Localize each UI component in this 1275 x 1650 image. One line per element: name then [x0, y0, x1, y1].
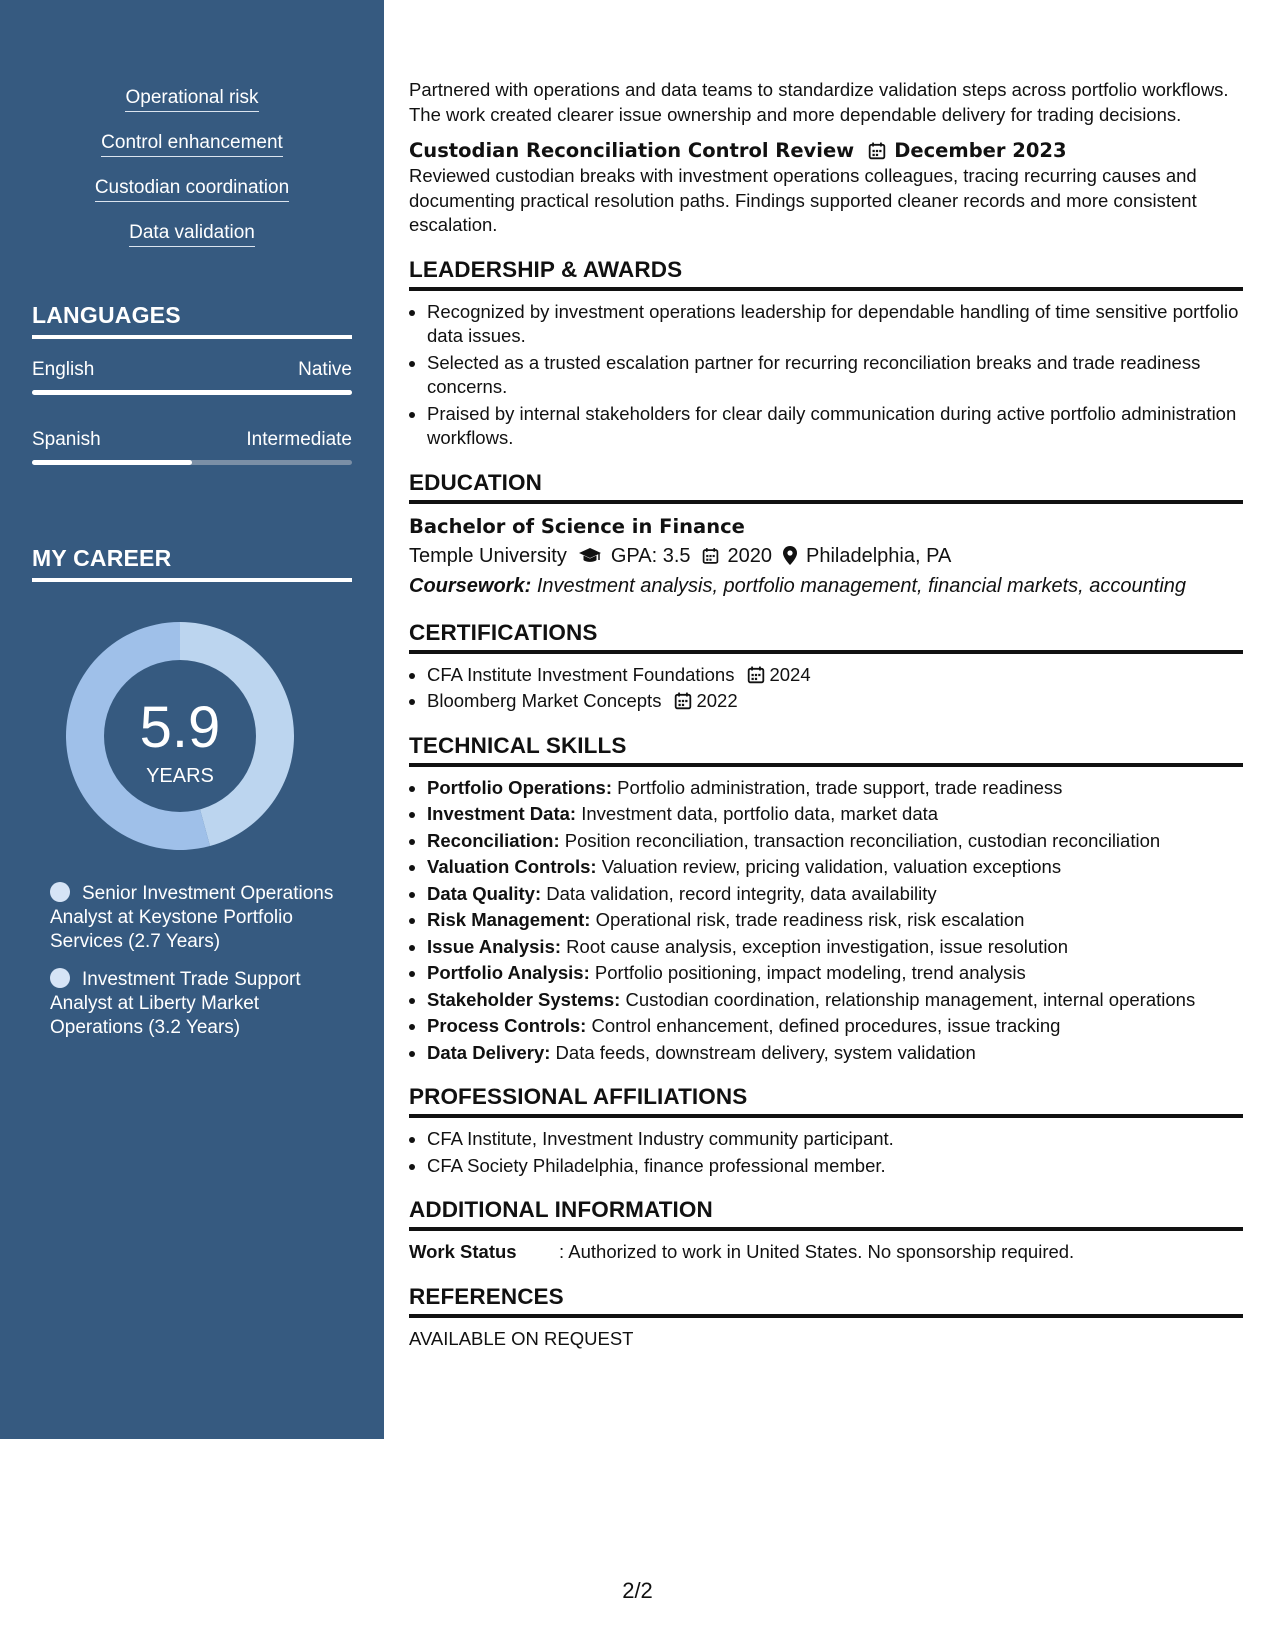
skill-item: [427, 1041, 1243, 1066]
sidebar: [0, 0, 384, 1439]
language-level: Intermediate: [246, 429, 352, 450]
skill-item: [427, 829, 1243, 854]
skill-label: Portfolio Operations:: [427, 776, 612, 798]
skill-item: [427, 961, 1243, 986]
skill-tag: Operational risk: [125, 86, 258, 112]
career-list: [50, 882, 340, 1054]
education-heading: EDUCATION: [409, 469, 1243, 504]
certification-name: • Bloomberg Market Concepts: [427, 690, 662, 711]
main-content: [409, 78, 1243, 1351]
certification-name: • CFA Institute Investment Foundations: [427, 663, 735, 685]
skill-tag: Data validation: [129, 221, 255, 247]
education-year: 2020: [727, 544, 772, 567]
skill-value: Operational risk, trade readiness risk, risk escalation: [595, 909, 1025, 930]
technical-skills-list: [409, 776, 1243, 1066]
references-text: AVAILABLE ON REQUEST: [409, 1327, 634, 1349]
skill-value: Portfolio administration, trade support, trade readiness: [617, 776, 1063, 798]
career-donut-chart: [66, 622, 294, 850]
list-item: • Selected as a trusted escalation partner for recurring reconciliation breaks and trade readiness concerns.: [427, 351, 1243, 400]
skill-label: Valuation Controls:: [427, 856, 597, 877]
education-details: [409, 541, 1243, 571]
list-item: • CFA Society Philadelphia, finance professional member.: [427, 1154, 1243, 1179]
career-unit: YEARS: [146, 765, 214, 787]
language-bar: [32, 460, 352, 465]
skill-item: [427, 908, 1243, 933]
skill-value: Data feeds, downstream delivery, system validation: [555, 1041, 976, 1063]
language-english: [32, 359, 352, 395]
list-item: • CFA Institute, Investment Industry community participant.: [427, 1127, 1243, 1152]
affiliations-list: [409, 1127, 1243, 1178]
work-status-value: : Authorized to work in United States. No sponsorship required.: [559, 1241, 1075, 1262]
skill-label: Portfolio Analysis:: [427, 962, 590, 983]
certifications-heading: CERTIFICATIONS: [409, 619, 1243, 654]
references-heading: REFERENCES: [409, 1283, 1243, 1318]
skill-item: [427, 1014, 1243, 1039]
calendar-icon: [674, 692, 692, 710]
skill-tag: Custodian coordination: [95, 176, 289, 202]
skill-label: Data Delivery:: [427, 1041, 551, 1063]
skill-tag: Control enhancement: [101, 131, 283, 157]
career-item: [50, 882, 340, 954]
project-title: Custodian Reconciliation Control Review: [409, 139, 855, 162]
skill-item: [427, 855, 1243, 880]
language-bar-fill: [32, 390, 352, 395]
language-bar-fill: [32, 460, 192, 465]
project-header: [409, 138, 1243, 164]
certification-item: [427, 689, 1243, 714]
skill-value: Data validation, record integrity, data availability: [546, 882, 937, 904]
career-total: 5.9: [139, 695, 221, 760]
language-name: English: [32, 359, 95, 380]
leadership-heading: LEADERSHIP & AWARDS: [409, 256, 1243, 291]
page-number: 2/2: [622, 1578, 653, 1603]
project-date: December 2023: [894, 139, 1067, 162]
skill-value: Root cause analysis, exception investigation, issue resolution: [566, 935, 1069, 957]
affiliations-heading: PROFESSIONAL AFFILIATIONS: [409, 1083, 1243, 1118]
work-status-row: [409, 1240, 1243, 1265]
list-item: • Recognized by investment operations leadership for dependable handling of time sensitive portfolio data issues.: [427, 300, 1243, 349]
skill-label: Risk Management:: [427, 909, 591, 930]
skill-item: [427, 776, 1243, 801]
skill-label: Stakeholder Systems:: [427, 988, 621, 1010]
list-item: • Praised by internal stakeholders for clear daily communication during active portfolio administration workflows.: [427, 402, 1243, 451]
skill-label: Issue Analysis:: [427, 935, 562, 957]
career-heading: MY CAREER: [32, 545, 352, 582]
map-pin-icon: [783, 546, 797, 565]
certification-year: 2022: [696, 690, 738, 711]
skill-value: Control enhancement, defined procedures, issue tracking: [591, 1015, 1061, 1036]
education-degree: Bachelor of Science in Finance: [409, 514, 745, 538]
language-bar: [32, 390, 352, 395]
work-status-label: Work Status: [409, 1241, 517, 1262]
calendar-icon: [702, 547, 719, 565]
experience-intro: Partnered with operations and data teams to standardize validation steps across portfolio workflows. The work created clearer issue ownership and more dependable delivery for trading decisions.: [409, 79, 1229, 125]
certifications-list: [409, 663, 1243, 714]
languages-heading: LANGUAGES: [32, 302, 352, 339]
skill-value: Valuation review, pricing validation, valuation exceptions: [601, 856, 1062, 877]
skill-item: [427, 882, 1243, 907]
education-school: Temple University: [409, 544, 567, 567]
skill-item: [427, 935, 1243, 960]
language-name: Spanish: [32, 429, 101, 450]
education-gpa: GPA: 3.5: [610, 544, 691, 567]
skill-label: Reconciliation:: [427, 829, 560, 851]
bullet-dot-icon: [50, 968, 70, 988]
coursework-text: Investment analysis, portfolio management, financial markets, accounting: [536, 574, 1187, 597]
career-item: [50, 968, 340, 1040]
skill-value: Position reconciliation, transaction reconciliation, custodian reconciliation: [564, 829, 1161, 851]
calendar-icon: [868, 142, 886, 160]
skill-value: Investment data, portfolio data, market data: [581, 803, 939, 824]
skill-label: Data Quality:: [427, 882, 542, 904]
skill-label: Investment Data:: [427, 803, 577, 824]
education-coursework: [409, 571, 1243, 601]
language-level: Native: [298, 359, 352, 380]
language-spanish: [32, 429, 352, 465]
skill-label: Process Controls:: [427, 1015, 587, 1036]
certification-year: 2024: [769, 663, 811, 685]
skill-tags: [0, 86, 384, 266]
skill-value: Custodian coordination, relationship management, internal operations: [625, 988, 1196, 1010]
education-location: Philadelphia, PA: [806, 544, 952, 567]
leadership-list: [409, 300, 1243, 451]
skill-item: [427, 988, 1243, 1013]
certification-item: [427, 663, 1243, 688]
skill-item: [427, 802, 1243, 827]
calendar-icon: [747, 666, 765, 684]
graduation-cap-icon: [578, 547, 602, 565]
bullet-dot-icon: [50, 882, 70, 902]
additional-info-heading: ADDITIONAL INFORMATION: [409, 1196, 1243, 1231]
technical-skills-heading: TECHNICAL SKILLS: [409, 732, 1243, 767]
project-description: Reviewed custodian breaks with investment operations colleagues, tracing recurring causes and documenting practical resolution paths. Findings supported cleaner records and more consistent escalation.: [409, 165, 1197, 235]
skill-value: Portfolio positioning, impact modeling, trend analysis: [594, 962, 1026, 983]
career-item-text: Senior Investment Operations Analyst at Keystone Portfolio Services (2.7 Years): [50, 883, 334, 952]
career-item-text: Investment Trade Support Analyst at Liberty Market Operations (3.2 Years): [50, 969, 301, 1038]
coursework-label: Coursework:: [409, 574, 532, 597]
